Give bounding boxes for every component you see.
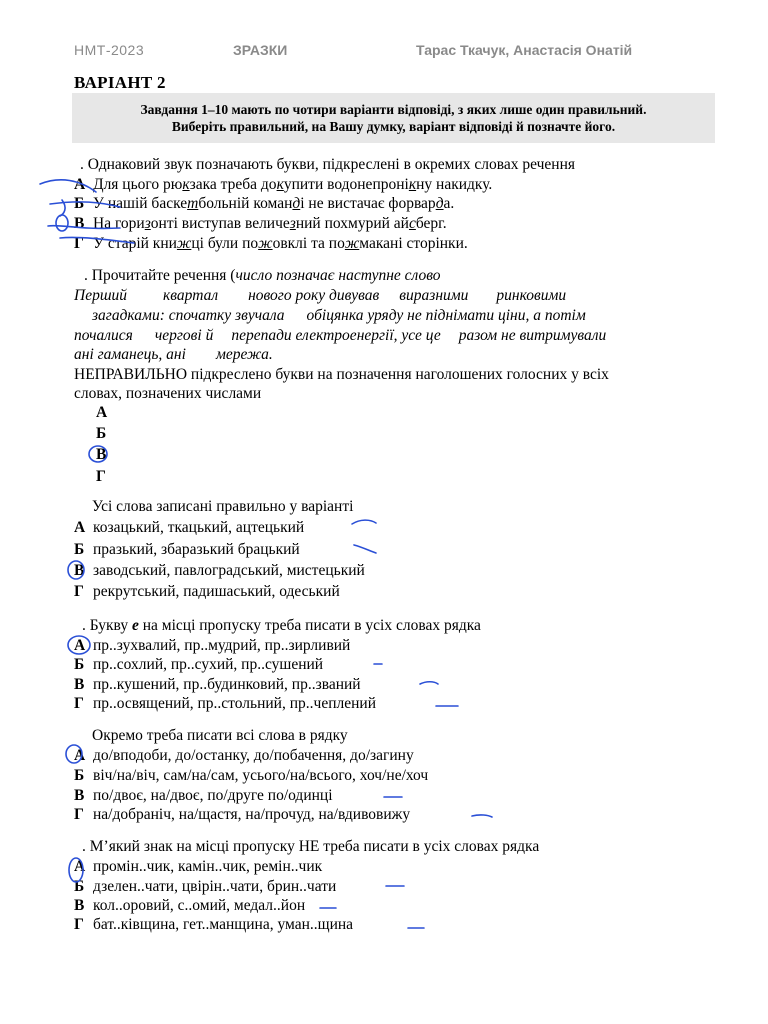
q5-option-h: Г на/добраніч, на/щастя, на/прочуд, на/вдивовижу [74,806,411,823]
q2-option-h: Г [96,468,106,485]
pen-stroke [352,520,376,524]
pen-stroke [472,815,492,817]
pen-stroke [420,682,438,684]
q3-stem: Усі слова записані правильно у варіанті [92,498,354,515]
q1-option-a: А Для цього рюкзака треба докупити водонепронікну накидку. [74,176,493,193]
q4-option-b: Б пр..сохлий, пр..сухий, пр..сушений [74,656,324,673]
q5-stem: Окремо треба писати всі слова в рядку [92,727,348,744]
q4-stem: . Букву е на місці пропуску треба писати в усіх словах рядка [82,617,481,634]
q2-option-v: В [96,446,107,463]
q2-question-line-2: словах, позначених числами [74,385,262,402]
pen-stroke [354,545,376,553]
header-exam-label: НМТ-2023 [74,42,145,58]
q4-option-a: А пр..зухвалий, пр..мудрий, пр..зирливий [74,637,351,654]
q2-option-b: Б [96,425,107,442]
q2-stem: . Прочитайте речення (число позначає наступне слово [84,267,441,284]
q2-passage-line-2: загадками: спочатку звучала обіцянка уряду не піднімати ціни, а потім [92,307,586,324]
option-letter: А [74,176,86,193]
q3-option-b: Б празький, збаразький брацький [74,541,300,558]
option-letter: В [74,215,85,232]
q1-option-h: Г У старій книжці були пожовклі та пожмакані сторінки. [74,235,468,252]
instructions-line-2: Виберіть правильний, на Вашу думку, варіант відповіді й позначте його. [171,119,616,134]
q2-passage-line-1: Перший квартал нового року дивував виразними ринковими [74,287,567,304]
q5-option-b: Б віч/на/віч, сам/на/сам, усього/на/всього, хоч/не/хоч [74,767,429,784]
q3-option-a: А козацький, ткацький, ацтецький [74,519,305,536]
q4-option-h: Г пр..освящений, пр..стольний, пр..чеплений [74,695,376,712]
q6-option-a: А промін..чик, камін..чик, ремін..чик [74,858,323,875]
header-section-label: ЗРАЗКИ [233,42,288,58]
q6-stem: . М’який знак на місці пропуску НЕ треба писати в усіх словах рядка [82,838,540,855]
pen-stroke [60,200,65,216]
variant-title: ВАРІАНТ 2 [74,73,166,92]
q1-stem: . Однаковий звук позначають букви, підкреслені в окремих словах речення [80,156,576,173]
q4-option-v: В пр..кушений, пр..будинковий, пр..званий [74,676,361,693]
q2-option-a: А [96,404,108,421]
header-authors: Тарас Ткачук, Анастасія Онатій [416,42,633,58]
q2-passage-line-4: ані гаманець, ані мережа. [74,346,273,363]
q1-option-b: Б У нашій баскетбольній команді не вистачає форварда. [74,195,455,212]
instructions-box [72,93,715,143]
q5-option-a: А до/вподоби, до/останку, до/побачення, до/загину [74,747,414,764]
q3-option-h: Г рекрутський, падишаський, одеський [74,583,340,600]
q6-option-b: Б дзелен..чати, цвірін..чати, брин..чати [74,878,337,895]
instructions-line-1: Завдання 1–10 мають по чотири варіанти відповіді, з яких лише один правильний. [140,102,647,117]
q6-option-v: В кол..оровий, с..омий, медал..йон [74,897,306,914]
q1-option-v: В На горизонті виступав величезний похмурий айсберг. [74,215,447,232]
q3-option-v: В заводський, павлоградський, мистецький [74,562,365,579]
q2-question-line-1: НЕПРАВИЛЬНО підкреслено букви на позначення наголошених голосних у всіх [74,366,609,383]
q5-option-v: В по/двоє, на/двоє, по/друге по/одинці [74,787,333,804]
q2-passage-line-3: почалися чергові й перепади електроенергії, усе це разом не витримували [74,327,607,344]
q6-option-h: Г бат..ківщина, гет..манщина, уман..щина [74,916,354,933]
option-letter: Г [74,235,84,252]
answer-circle [56,215,68,231]
option-letter: Б [74,195,85,212]
